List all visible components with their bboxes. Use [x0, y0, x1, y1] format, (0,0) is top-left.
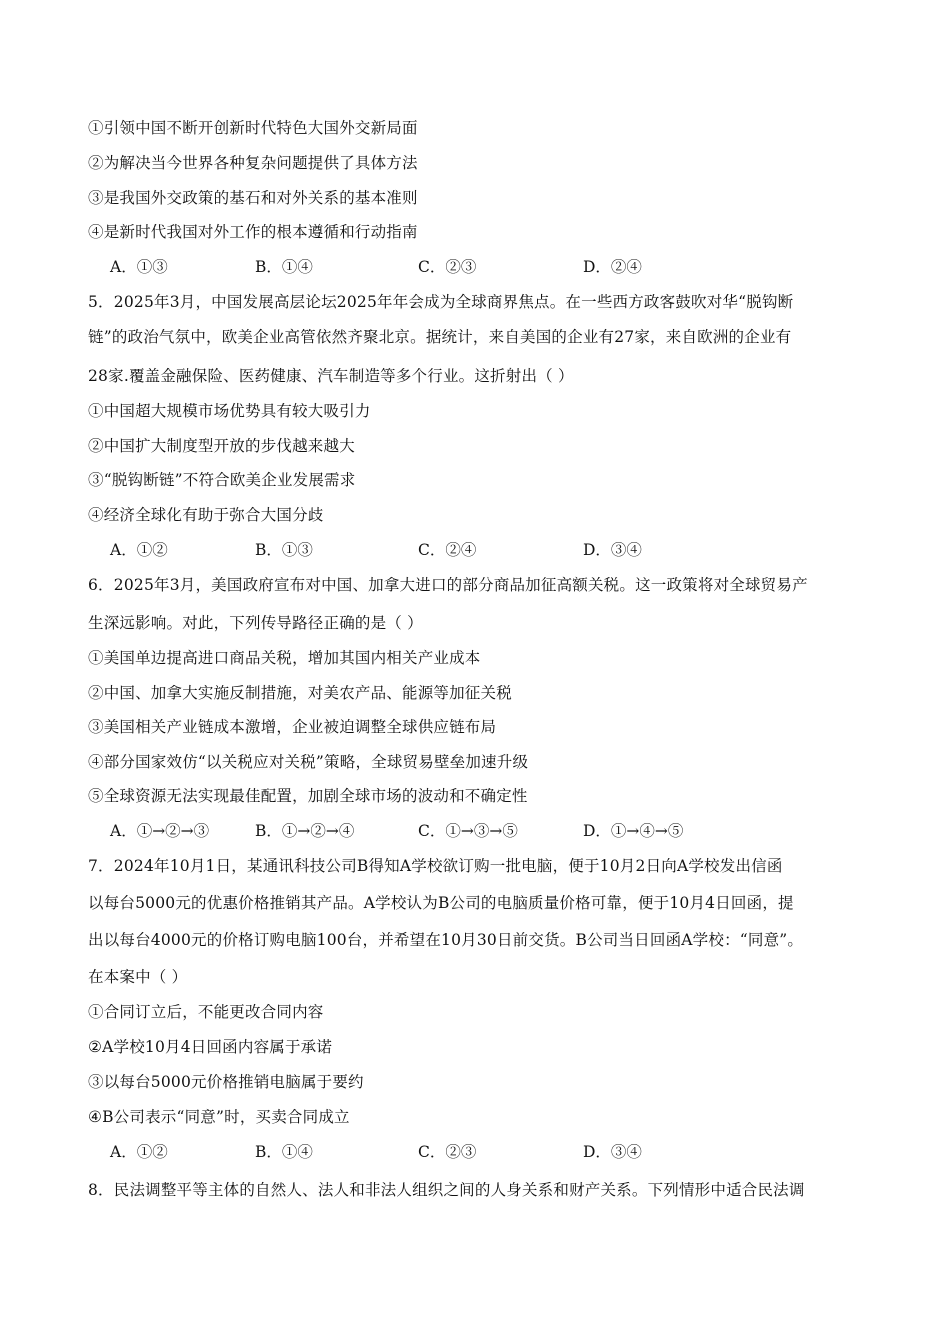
q4-statement-2: ②为解决当今世界各种复杂问题提供了具体方法 — [88, 154, 418, 172]
q6-statement-5: ⑤全球资源无法实现最佳配置，加剧全球市场的波动和不确定性 — [88, 787, 528, 805]
q6-option-a[interactable]: A．①→②→③ — [110, 822, 210, 840]
q7-option-a[interactable]: A．①② — [110, 1143, 168, 1161]
q4-option-c[interactable]: C．②③ — [418, 258, 477, 276]
q5-stem-line-1: 5．2025年3月，中国发展高层论坛2025年年会成为全球商界焦点。在一些西方政客鼓吹对华“脱钩断 — [88, 293, 794, 311]
q4-statement-3: ③是我国外交政策的基石和对外关系的基本准则 — [88, 189, 418, 207]
q5-statement-2: ②中国扩大制度型开放的步伐越来越大 — [88, 437, 355, 455]
q6-statement-4: ④部分国家效仿“以关税应对关税”策略，全球贸易壁垒加速升级 — [88, 753, 529, 771]
q7-option-c[interactable]: C．②③ — [418, 1143, 477, 1161]
q5-option-d[interactable]: D．③④ — [583, 541, 642, 559]
q5-stem-line-2: 链”的政治气氛中，欧美企业高管依然齐聚北京。据统计，来自美国的企业有27家，来自欧洲的企业有 — [88, 328, 792, 346]
q5-statement-4: ④经济全球化有助于弥合大国分歧 — [88, 506, 324, 524]
q5-statement-1: ①中国超大规模市场优势具有较大吸引力 — [88, 402, 371, 420]
q6-statement-1: ①美国单边提高进口商品关税，增加其国内相关产业成本 — [88, 649, 481, 667]
q7-stem-line-3: 出以每台4000元的价格订购电脑100台，并希望在10月30日前交货。B公司当日回函A学校：“同意”。 — [88, 931, 804, 949]
q7-statement-3: ③以每台5000元价格推销电脑属于要约 — [88, 1073, 364, 1091]
q7-option-d[interactable]: D．③④ — [583, 1143, 642, 1161]
q8-stem-line-1: 8．民法调整平等主体的自然人、法人和非法人组织之间的人身关系和财产关系。下列情形中适合民法调 — [88, 1181, 805, 1199]
q4-statement-4: ④是新时代我国对外工作的根本遵循和行动指南 — [88, 223, 418, 241]
q5-option-b[interactable]: B．①③ — [255, 541, 313, 559]
q7-stem-line-2: 以每台5000元的优惠价格推销其产品。A学校认为B公司的电脑质量价格可靠，便于10月4日回函，提 — [88, 894, 794, 912]
q4-option-a[interactable]: A．①③ — [110, 258, 168, 276]
q5-stem-line-3: 28家.覆盖金融保险、医药健康、汽车制造等多个行业。这折射出（ ） — [88, 367, 574, 385]
q5-option-c[interactable]: C．②④ — [418, 541, 477, 559]
q7-statement-4: ④B公司表示“同意”时，买卖合同成立 — [88, 1108, 350, 1126]
q6-option-c[interactable]: C．①→③→⑤ — [418, 822, 518, 840]
q4-option-d[interactable]: D．②④ — [583, 258, 642, 276]
q7-stem-line-1: 7．2024年10月1日，某通讯科技公司B得知A学校欲订购一批电脑，便于10月2日向A学校发出信函 — [88, 857, 783, 875]
q4-option-b[interactable]: B．①④ — [255, 258, 313, 276]
q6-option-b[interactable]: B．①→②→④ — [255, 822, 355, 840]
q7-option-b[interactable]: B．①④ — [255, 1143, 313, 1161]
q6-option-d[interactable]: D．①→④→⑤ — [583, 822, 684, 840]
q6-stem-line-2: 生深远影响。对此，下列传导路径正确的是（ ） — [88, 614, 423, 632]
q5-option-a[interactable]: A．①② — [110, 541, 168, 559]
q7-stem-line-4: 在本案中（ ） — [88, 968, 188, 986]
q6-statement-2: ②中国、加拿大实施反制措施，对美农产品、能源等加征关税 — [88, 684, 512, 702]
q4-statement-1: ①引领中国不断开创新时代特色大国外交新局面 — [88, 119, 418, 137]
q7-statement-2: ②A学校10月4日回函内容属于承诺 — [88, 1038, 333, 1056]
q6-statement-3: ③美国相关产业链成本激增，企业被迫调整全球供应链布局 — [88, 718, 497, 736]
q5-statement-3: ③“脱钩断链”不符合欧美企业发展需求 — [88, 471, 356, 489]
q7-statement-1: ①合同订立后，不能更改合同内容 — [88, 1003, 324, 1021]
q6-stem-line-1: 6．2025年3月，美国政府宣布对中国、加拿大进口的部分商品加征高额关税。这一政策将对全球贸易产 — [88, 576, 808, 594]
